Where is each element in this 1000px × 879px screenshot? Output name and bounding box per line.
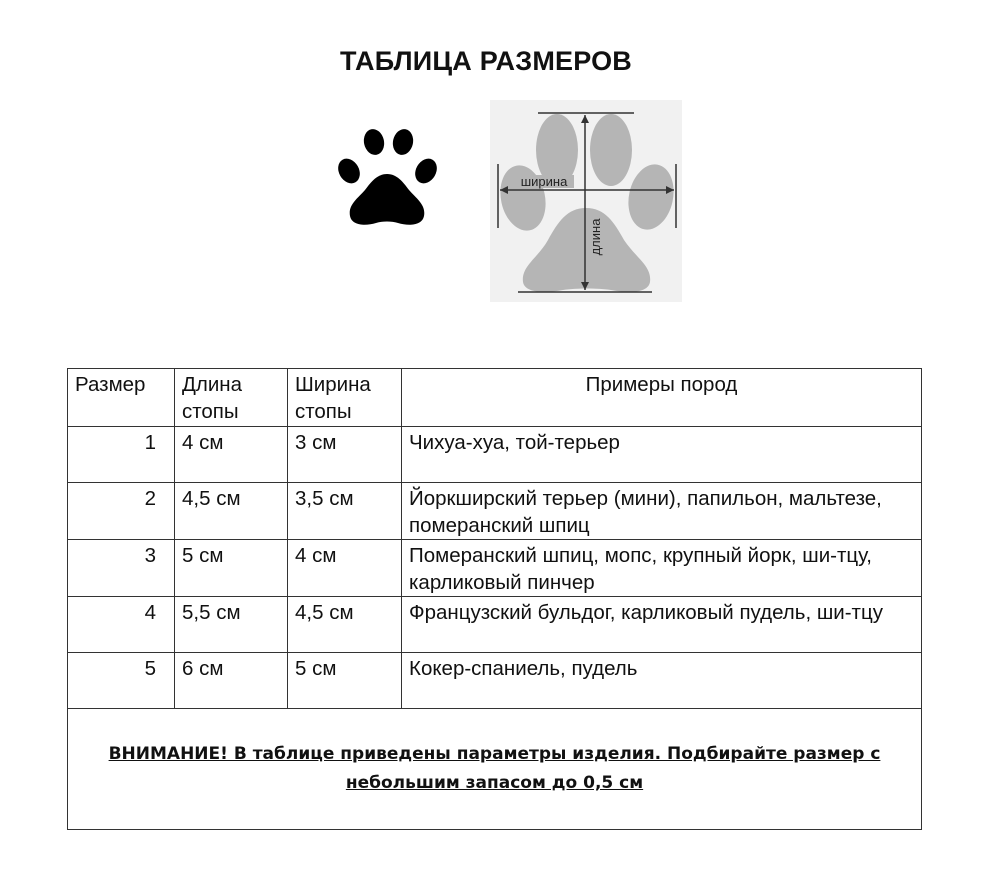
cell-length: 5 см xyxy=(175,540,288,597)
cell-width: 4 см xyxy=(288,540,402,597)
cell-breeds: Померанский шпиц, мопс, крупный йорк, ши-тцу, карликовый пинчер xyxy=(402,540,922,597)
paw-toe xyxy=(362,128,387,157)
header-foot-length: Длина стопы xyxy=(175,369,288,427)
cell-width: 4,5 см xyxy=(288,597,402,653)
table-row xyxy=(68,597,922,653)
cell-width: 5 см xyxy=(288,653,402,709)
cell-width: 3 см xyxy=(288,427,402,483)
cell-width: 3,5 см xyxy=(288,483,402,540)
cell-length: 6 см xyxy=(175,653,288,709)
table-row xyxy=(68,483,922,540)
paw-measurement-diagram xyxy=(490,100,682,302)
cell-length: 4,5 см xyxy=(175,483,288,540)
cell-size: 1 xyxy=(68,427,175,483)
table-row xyxy=(68,653,922,709)
header-foot-width: Ширина стопы xyxy=(288,369,402,427)
paw-toe xyxy=(336,155,364,188)
table-notice-row xyxy=(68,709,922,830)
warning-notice: ВНИМАНИЕ! В таблице приведены параметры изделия. Подбирайте размер с небольшим запасом до 0,5 см xyxy=(68,709,922,830)
length-label: длина xyxy=(588,218,603,256)
cell-length: 5,5 см xyxy=(175,597,288,653)
table-header-row xyxy=(68,369,922,427)
cell-breeds: Кокер-спаниель, пудель xyxy=(402,653,922,709)
paw-pad xyxy=(350,174,425,225)
paw-print-icon xyxy=(336,128,438,228)
table-row xyxy=(68,540,922,597)
page-title: ТАБЛИЦА РАЗМЕРОВ xyxy=(340,46,632,76)
cell-breeds: Чихуа-хуа, той-терьер xyxy=(402,427,922,483)
paw-toe xyxy=(411,155,438,188)
width-label: ширина xyxy=(520,174,568,189)
cell-size: 4 xyxy=(68,597,175,653)
table-row xyxy=(68,427,922,483)
cell-breeds: Йоркширский терьер (мини), папильон, мальтезе, померанский шпиц xyxy=(402,483,922,540)
cell-size: 2 xyxy=(68,483,175,540)
gray-paw-toe xyxy=(590,114,632,186)
header-breed-examples: Примеры пород xyxy=(402,369,922,427)
cell-size: 3 xyxy=(68,540,175,597)
cell-breeds: Французский бульдог, карликовый пудель, ши-тцу xyxy=(402,597,922,653)
size-table xyxy=(67,368,922,830)
cell-size: 5 xyxy=(68,653,175,709)
cell-length: 4 см xyxy=(175,427,288,483)
paw-toe xyxy=(391,128,416,157)
header-size: Размер xyxy=(68,369,175,427)
